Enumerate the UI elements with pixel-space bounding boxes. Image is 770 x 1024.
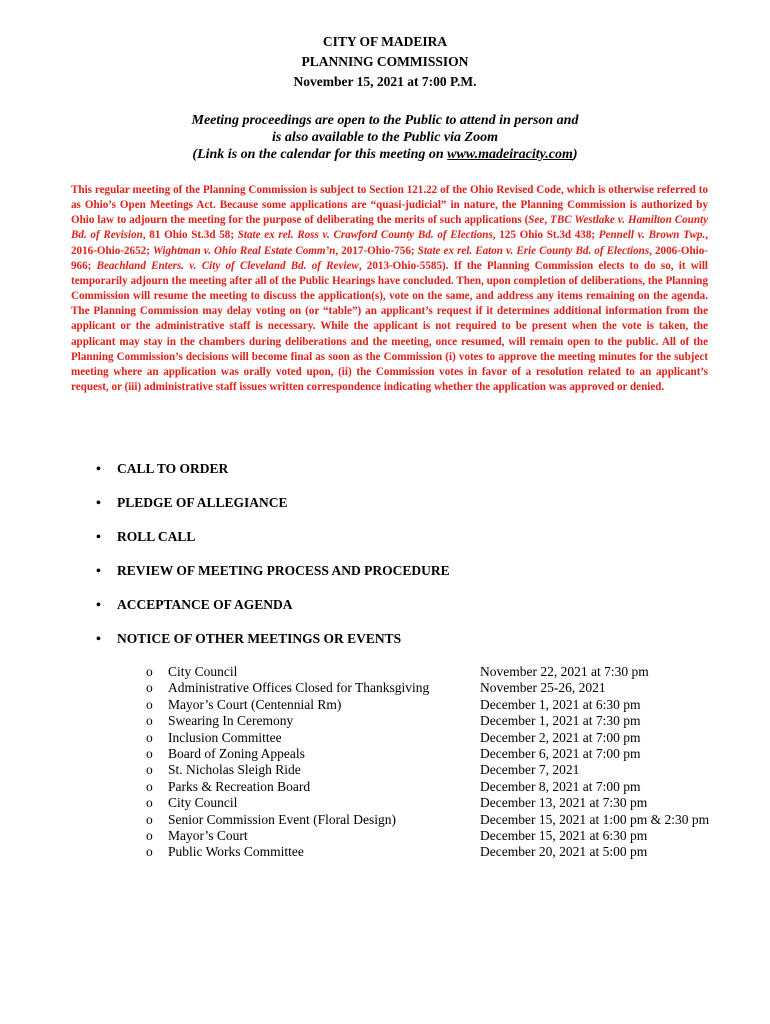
notice-line-1: Meeting proceedings are open to the Public to attend in person and	[191, 113, 579, 128]
circle-bullet-icon: o	[146, 713, 153, 729]
notice-link-suffix: )	[572, 147, 578, 162]
event-name: Inclusion Committee	[168, 729, 282, 745]
legal-citation: State ex rel. Eaton v. Erie County Bd. of Elections	[417, 244, 650, 257]
event-date: December 6, 2021 at 7:00 pm	[480, 745, 641, 761]
notice-line-3	[170, 146, 600, 163]
event-name: Parks & Recreation Board	[168, 778, 311, 794]
list-item	[146, 795, 746, 811]
website-link[interactable]: www.madeiracity.com	[447, 147, 573, 162]
commission-name: PLANNING COMMISSION	[301, 54, 469, 69]
event-date: December 13, 2021 at 7:30 pm	[480, 795, 648, 811]
agenda-item-label: NOTICE OF OTHER MEETINGS OR EVENTS	[117, 631, 402, 646]
city-name: CITY OF MADEIRA	[322, 34, 448, 49]
event-name: Administrative Offices Closed for Thanksgiving	[168, 680, 430, 696]
list-item	[146, 680, 746, 696]
events-list	[146, 664, 746, 861]
event-name: Senior Commission Event (Floral Design)	[168, 811, 396, 827]
event-date: November 22, 2021 at 7:30 pm	[480, 664, 649, 679]
event-name: Public Works Committee	[168, 844, 304, 860]
legal-citation: Pennell v. Brown Twp.	[598, 229, 706, 242]
event-name: City Council	[168, 795, 238, 811]
public-access-notice	[170, 112, 600, 163]
event-date: December 15, 2021 at 1:00 pm & 2:30 pm	[480, 811, 710, 827]
circle-bullet-icon: o	[146, 680, 153, 696]
event-date: December 8, 2021 at 7:00 pm	[480, 778, 641, 794]
event-name: Mayor’s Court	[168, 827, 248, 843]
list-item	[146, 697, 746, 713]
agenda-item-other-meetings	[96, 629, 696, 663]
event-date: December 1, 2021 at 6:30 pm	[480, 696, 641, 712]
event-name: Board of Zoning Appeals	[168, 745, 305, 761]
legal-citation: TBC Westlake v. Hamilton County Bd. of Revision	[71, 214, 708, 242]
event-name: City Council	[168, 664, 238, 679]
list-item	[146, 779, 746, 795]
bullet-icon: •	[96, 462, 101, 477]
circle-bullet-icon: o	[146, 762, 153, 778]
legal-text: , 81 Ohio St.3d 58;	[142, 229, 238, 242]
event-date: November 25-26, 2021	[480, 680, 606, 696]
legal-text: ,	[544, 214, 551, 227]
list-item	[146, 730, 746, 746]
list-item	[146, 762, 746, 778]
event-name: Mayor’s Court (Centennial Rm)	[168, 696, 342, 712]
agenda-item-review-process	[96, 561, 696, 595]
event-date: December 15, 2021 at 6:30 pm	[480, 827, 648, 843]
legal-text-body: , 2013-Ohio-5585). If the Planning Commission elects to do so, it will temporarily adjourn the meeting after all of the Public Hearings have concluded. Then, upon completion of deliberations, the Planning Commission will resume the meeting to discuss the application(s), vote on the same, and address any items remaining on the agenda. The Planning Commission may delay voting on (or “table”) an applicant’s request if it determines additional information from the applicant or the administrative staff is necessary. While the applicant is not required to be present when the vote is taken, the applicant may stay in the chambers during deliberations and the meeting, once resumed, will remain open to the public. All of the Planning Commission’s decisions will become final as soon as the Commission (i) votes to approve the meeting minutes for the subject meeting where an application was orally voted upon, (ii) the Commission votes in favor of a resolution related to an applicant’s request, or (iii) administrative staff issues written correspondence indicating whether the application was approved or denied.	[71, 259, 709, 394]
meeting-date: November 15, 2021 at 7:00 P.M.	[293, 74, 477, 89]
legal-text: , 125 Ohio St.3d 438;	[492, 229, 599, 242]
agenda-item-label: PLEDGE OF ALLEGIANCE	[117, 495, 288, 510]
event-date: December 1, 2021 at 7:30 pm	[480, 713, 641, 729]
circle-bullet-icon: o	[146, 696, 153, 712]
legal-text: , 2006-Ohio-966;	[71, 244, 708, 272]
agenda-list	[96, 459, 696, 663]
bullet-icon: •	[96, 598, 101, 613]
agenda-item-pledge	[96, 493, 696, 527]
circle-bullet-icon: o	[146, 778, 153, 794]
circle-bullet-icon: o	[146, 795, 153, 811]
list-item	[146, 812, 746, 828]
circle-bullet-icon: o	[146, 745, 153, 761]
circle-bullet-icon: o	[146, 729, 153, 745]
legal-citation: See	[528, 214, 545, 227]
bullet-icon: •	[96, 632, 101, 647]
list-item	[146, 746, 746, 762]
event-date: December 2, 2021 at 7:00 pm	[480, 729, 641, 745]
agenda-item-label: ACCEPTANCE OF AGENDA	[117, 597, 293, 612]
bullet-icon: •	[96, 496, 101, 511]
bullet-icon: •	[96, 530, 101, 545]
event-name: St. Nicholas Sleigh Ride	[168, 762, 301, 778]
document-header	[0, 32, 770, 92]
legal-text-intro: This regular meeting of the Planning Commission is subject to Section 121.22 of the Ohio Revised Code, which is otherwise referred to as Ohio’s Open Meetings Act. Because some applications are “quasi-judicial” in nature, the Planning Commission is authorized by Ohio law to adjourn the meeting for the purpose of deliberating the merits of such applications (	[71, 184, 708, 227]
circle-bullet-icon: o	[146, 827, 153, 843]
list-item	[146, 844, 746, 860]
notice-link-prefix: (Link is on the calendar for this meeting on	[192, 147, 448, 162]
agenda-item-label: CALL TO ORDER	[117, 461, 229, 476]
list-item	[146, 713, 746, 729]
agenda-item-label: REVIEW OF MEETING PROCESS AND PROCEDURE	[117, 563, 450, 578]
agenda-item-call-to-order	[96, 459, 696, 493]
agenda-item-acceptance	[96, 595, 696, 629]
legal-disclaimer	[71, 183, 708, 395]
legal-text: , 2016-Ohio-2652;	[71, 229, 708, 257]
event-date: December 7, 2021	[480, 762, 580, 778]
legal-text: , 2017-Ohio-756;	[335, 244, 418, 257]
agenda-item-label: ROLL CALL	[117, 529, 196, 544]
circle-bullet-icon: o	[146, 664, 153, 679]
list-item	[146, 664, 746, 680]
list-item	[146, 828, 746, 844]
legal-citation: Beachland Enters. v. City of Cleveland Bd. of Review	[96, 259, 359, 272]
agenda-item-roll-call	[96, 527, 696, 561]
event-name: Swearing In Ceremony	[168, 713, 294, 729]
legal-citation: Wightman v. Ohio Real Estate Comm’n	[152, 244, 336, 257]
circle-bullet-icon: o	[146, 844, 153, 860]
circle-bullet-icon: o	[146, 811, 153, 827]
bullet-icon: •	[96, 564, 101, 579]
legal-citation: State ex rel. Ross v. Crawford County Bd. of Elections	[237, 229, 493, 242]
event-date: December 20, 2021 at 5:00 pm	[480, 844, 648, 860]
notice-line-2: is also available to the Public via Zoom	[272, 130, 498, 145]
